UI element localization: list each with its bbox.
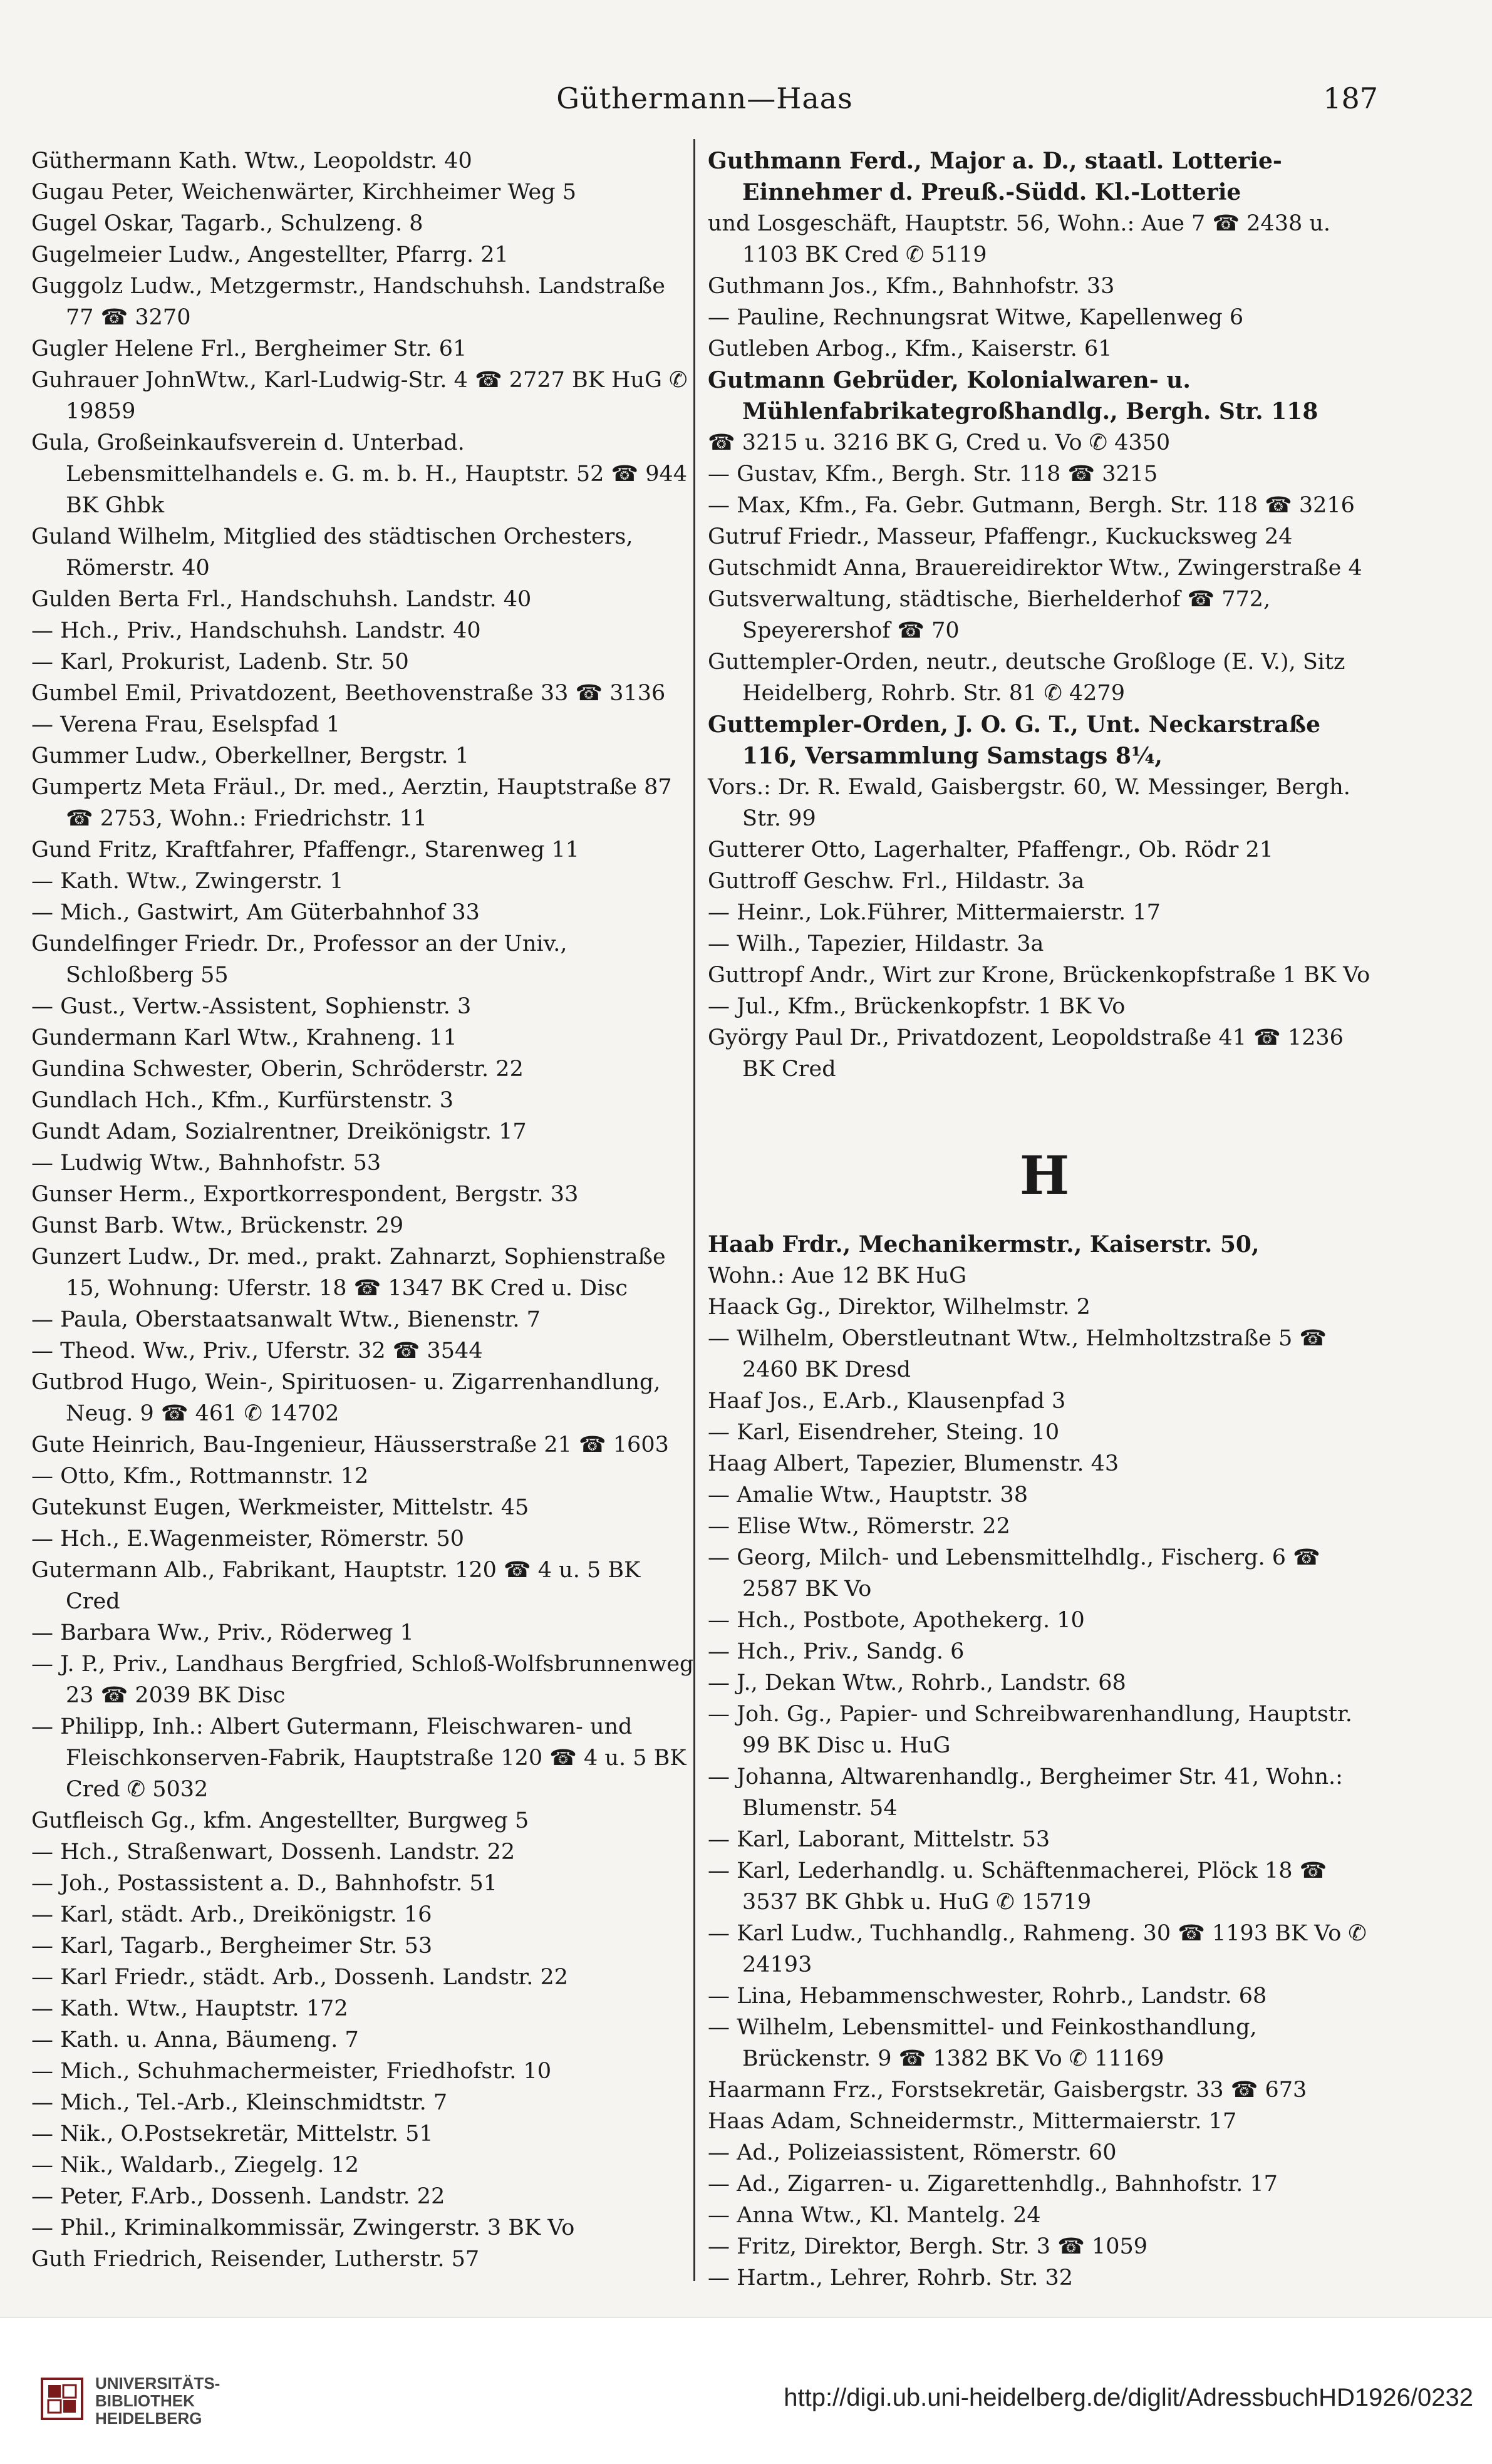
directory-entry: Guhrauer JohnWtw., Karl-Ludwig-Str. 4 ☎ 2727 BK HuG ✆ 19859 (31, 368, 688, 424)
directory-entry: Wohn.: Aue 12 BK HuG (708, 1263, 967, 1288)
directory-entry: — Karl, Tagarb., Bergheimer Str. 53 (31, 1933, 433, 1959)
library-name (95, 2374, 220, 2427)
directory-entry: — Karl Ludw., Tuchhandlg., Rahmeng. 30 ☎ 1193 BK Vo ✆ 24193 (708, 1921, 1367, 1977)
directory-entry: Gundt Adam, Sozialrentner, Dreikönigstr. 17 (31, 1119, 527, 1144)
directory-entry: — Barbara Ww., Priv., Röderweg 1 (31, 1620, 414, 1645)
directory-entry: — Hch., Postbote, Apothekerg. 10 (708, 1608, 1085, 1633)
right-entries-top (708, 145, 1381, 1085)
directory-entry: Gundelfinger Friedr. Dr., Professor an der Univ., Schloßberg 55 (31, 931, 567, 988)
directory-entry: — Karl, Prokurist, Ladenb. Str. 50 (31, 650, 409, 675)
directory-entry: — Wilhelm, Oberstleutnant Wtw., Helmholtzstraße 5 ☎ 2460 BK Dresd (708, 1326, 1327, 1382)
source-url-link[interactable]: http://digi.ub.uni-heidelberg.de/diglit/AdressbuchHD1926/0232 (784, 2384, 1473, 2411)
directory-entry: — Kath. Wtw., Zwingerstr. 1 (31, 869, 344, 894)
directory-entry: Gunser Herm., Exportkorrespondent, Bergstr. 33 (31, 1182, 579, 1207)
directory-entry: Gula, Großeinkaufsverein d. Unterbad. Lebensmittelhandels e. G. m. b. H., Hauptstr. 52 ☎ 944 BK Ghbk (31, 430, 688, 518)
directory-entry: Guttropf Andr., Wirt zur Krone, Brückenkopfstraße 1 BK Vo (708, 963, 1370, 988)
directory-entry: Gutruf Friedr., Masseur, Pfaffengr., Kuckucksweg 24 (708, 524, 1293, 549)
directory-entry: Haack Gg., Direktor, Wilhelmstr. 2 (708, 1295, 1091, 1320)
directory-entry: — Mich., Gastwirt, Am Güterbahnhof 33 (31, 900, 480, 925)
directory-entry: Gundermann Karl Wtw., Krahneng. 11 (31, 1025, 457, 1050)
directory-entry: — J., Dekan Wtw., Rohrb., Landstr. 68 (708, 1670, 1126, 1695)
directory-entry: — Kath. Wtw., Hauptstr. 172 (31, 1996, 348, 2021)
directory-entry: — Hch., E.Wagenmeister, Römerstr. 50 (31, 1526, 465, 1551)
directory-entry: — Wilh., Tapezier, Hildastr. 3a (708, 931, 1044, 956)
directory-entry: Gund Fritz, Kraftfahrer, Pfaffengr., Starenweg 11 (31, 837, 580, 862)
directory-entry: — Amalie Wtw., Hauptstr. 38 (708, 1483, 1028, 1508)
directory-entry: — Karl, Laborant, Mittelstr. 53 (708, 1827, 1050, 1852)
directory-entry: — Jul., Kfm., Brückenkopfstr. 1 BK Vo (708, 994, 1126, 1019)
directory-entry: — Georg, Milch- und Lebensmittelhdlg., Fischerg. 6 ☎ 2587 BK Vo (708, 1545, 1320, 1602)
directory-entry: — Paula, Oberstaatsanwalt Wtw., Bienenstr. 7 (31, 1307, 541, 1332)
section-letter: H (1019, 1144, 1070, 1206)
directory-entry: Güthermann Kath. Wtw., Leopoldstr. 40 (31, 148, 472, 173)
directory-entry: Guttroff Geschw. Frl., Hildastr. 3a (708, 869, 1085, 894)
directory-entry: Gutleben Arbog., Kfm., Kaiserstr. 61 (708, 336, 1112, 361)
directory-entry: Gumpertz Meta Fräul., Dr. med., Aerztin, Hauptstraße 87 ☎ 2753, Wohn.: Friedrichstr. 11 (31, 775, 672, 831)
directory-entry: — Mich., Schuhmachermeister, Friedhofstr. 10 (31, 2059, 552, 2084)
directory-entry: — Joh. Gg., Papier- und Schreibwarenhandlung, Hauptstr. 99 BK Disc u. HuG (708, 1702, 1352, 1758)
directory-entry: — Ad., Polizeiassistent, Römerstr. 60 (708, 2140, 1117, 2165)
directory-entry: — Max, Kfm., Fa. Gebr. Gutmann, Bergh. Str. 118 ☎ 3216 (708, 493, 1355, 518)
directory-entry: Vors.: Dr. R. Ewald, Gaisbergstr. 60, W. Messinger, Bergh. Str. 99 (708, 775, 1350, 831)
directory-entry: Gutfleisch Gg., kfm. Angestellter, Burgweg 5 (31, 1808, 529, 1833)
directory-entry: ☎ 3215 u. 3216 BK G, Cred u. Vo ✆ 4350 (708, 430, 1171, 455)
directory-entry: — Pauline, Rechnungsrat Witwe, Kapellenweg 6 (708, 305, 1244, 330)
library-name-line: BIBLIOTHEK (95, 2391, 195, 2410)
directory-entry: — Hartm., Lehrer, Rohrb. Str. 32 (708, 2265, 1074, 2291)
page-header (31, 81, 1378, 132)
library-name-line: UNIVERSITÄTS- (95, 2374, 220, 2393)
directory-entry: — Nik., O.Postsekretär, Mittelstr. 51 (31, 2121, 433, 2146)
directory-entry: Gutbrod Hugo, Wein-, Spirituosen- u. Zigarrenhandlung, Neug. 9 ☎ 461 ✆ 14702 (31, 1370, 661, 1426)
directory-entry: Guland Wilhelm, Mitglied des städtischen Orchesters, Römerstr. 40 (31, 524, 633, 581)
directory-entry: György Paul Dr., Privatdozent, Leopoldstraße 41 ☎ 1236 BK Cred (708, 1025, 1344, 1082)
directory-entry: Guth Friedrich, Reisender, Lutherstr. 57 (31, 2247, 480, 2272)
page-title: Güthermann—Haas (556, 81, 853, 115)
directory-entry: — Kath. u. Anna, Bäumeng. 7 (31, 2027, 359, 2052)
page-number: 187 (1323, 81, 1378, 115)
directory-entry: Gutekunst Eugen, Werkmeister, Mittelstr. 45 (31, 1495, 529, 1520)
directory-entry: — Elise Wtw., Römerstr. 22 (708, 1514, 1010, 1539)
directory-entry: Gutmann Gebrüder, Kolonialwaren- u. Mühlenfabrikategroßhandlg., Bergh. Str. 118 (708, 367, 1318, 425)
left-column (31, 145, 695, 2275)
directory-entry: — Verena Frau, Eselspfad 1 (31, 712, 340, 737)
directory-entry: Gutsverwaltung, städtische, Bierhelderhof ☎ 772, Speyerershof ☎ 70 (708, 587, 1271, 643)
directory-entry: — Peter, F.Arb., Dossenh. Landstr. 22 (31, 2184, 445, 2209)
library-logo-icon (41, 2378, 83, 2420)
directory-entry: — Karl, Eisendreher, Steing. 10 (708, 1420, 1060, 1445)
directory-entry: Gunzert Ludw., Dr. med., prakt. Zahnarzt, Sophienstraße 15, Wohnung: Uferstr. 18 ☎ 1347 BK Cred u. Disc (31, 1245, 666, 1301)
directory-entry: Gugau Peter, Weichenwärter, Kirchheimer Weg 5 (31, 180, 576, 205)
directory-entry: — Theod. Ww., Priv., Uferstr. 32 ☎ 3544 (31, 1338, 483, 1364)
directory-entry: Gugler Helene Frl., Bergheimer Str. 61 (31, 336, 467, 361)
directory-entry: Guthmann Ferd., Major a. D., staatl. Lotterie-Einnehmer d. Preuß.-Südd. Kl.-Lotterie (708, 148, 1282, 205)
directory-entry: — Heinr., Lok.Führer, Mittermaierstr. 17 (708, 900, 1161, 925)
directory-entry: Guggolz Ludw., Metzgermstr., Handschuhsh. Landstraße 77 ☎ 3270 (31, 274, 665, 330)
directory-entry: Haaf Jos., E.Arb., Klausenpfad 3 (708, 1389, 1066, 1414)
directory-entry: Gumbel Emil, Privatdozent, Beethovenstraße 33 ☎ 3136 (31, 681, 666, 706)
directory-entry: Gugelmeier Ludw., Angestellter, Pfarrg. 21 (31, 242, 509, 267)
directory-entry: Haag Albert, Tapezier, Blumenstr. 43 (708, 1451, 1119, 1476)
directory-entry: — Wilhelm, Lebensmittel- und Feinkosthandlung, Brückenstr. 9 ☎ 1382 BK Vo ✆ 11169 (708, 2015, 1257, 2071)
directory-entry: Gutterer Otto, Lagerhalter, Pfaffengr., Ob. Rödr 21 (708, 837, 1273, 862)
directory-entry: — Hch., Priv., Handschuhsh. Landstr. 40 (31, 618, 481, 643)
right-entries-bottom (708, 1229, 1381, 2294)
directory-entry: — Joh., Postassistent a. D., Bahnhofstr. 51 (31, 1871, 498, 1896)
directory-entry: — Fritz, Direktor, Bergh. Str. 3 ☎ 1059 (708, 2234, 1147, 2259)
directory-entry: — Otto, Kfm., Rottmannstr. 12 (31, 1464, 369, 1489)
directory-entry: — J. P., Priv., Landhaus Bergfried, Schloß-Wolfsbrunnenweg 23 ☎ 2039 BK Disc (31, 1652, 694, 1708)
directory-entry: — Karl, Lederhandlg. u. Schäftenmacherei, Plöck 18 ☎ 3537 BK Ghbk u. HuG ✆ 15719 (708, 1858, 1327, 1915)
directory-entry: Gutermann Alb., Fabrikant, Hauptstr. 120 ☎ 4 u. 5 BK Cred (31, 1558, 641, 1614)
directory-entry: — Phil., Kriminalkommissär, Zwingerstr. 3 BK Vo (31, 2215, 575, 2240)
right-column (708, 145, 1381, 2294)
directory-entry: — Ludwig Wtw., Bahnhofstr. 53 (31, 1151, 381, 1176)
directory-entry: — Karl, städt. Arb., Dreikönigstr. 16 (31, 1902, 432, 1927)
directory-entry: — Mich., Tel.-Arb., Kleinschmidtstr. 7 (31, 2090, 448, 2115)
directory-entry: — Karl Friedr., städt. Arb., Dossenh. Landstr. 22 (31, 1965, 569, 1990)
footer-bar (0, 2317, 1492, 2464)
directory-entry: Gunst Barb. Wtw., Brückenstr. 29 (31, 1213, 404, 1238)
directory-entry: Haas Adam, Schneidermstr., Mittermaierstr. 17 (708, 2109, 1237, 2134)
directory-entry: Gundlach Hch., Kfm., Kurfürstenstr. 3 (31, 1088, 454, 1113)
directory-entry: — Gust., Vertw.-Assistent, Sophienstr. 3 (31, 994, 472, 1019)
directory-entry: — Ad., Zigarren- u. Zigarettenhdlg., Bahnhofstr. 17 (708, 2172, 1278, 2197)
directory-entry: — Johanna, Altwarenhandlg., Bergheimer Str. 41, Wohn.: Blumenstr. 54 (708, 1764, 1343, 1821)
directory-entry: Gummer Ludw., Oberkellner, Bergstr. 1 (31, 743, 470, 769)
directory-entry: Gulden Berta Frl., Handschuhsh. Landstr. 40 (31, 587, 532, 612)
directory-entry: — Hch., Straßenwart, Dossenh. Landstr. 22 (31, 1840, 515, 1865)
directory-entry: Haarmann Frz., Forstsekretär, Gaisbergstr. 33 ☎ 673 (708, 2078, 1307, 2103)
library-name-line: HEIDELBERG (95, 2409, 202, 2428)
directory-entry: Gugel Oskar, Tagarb., Schulzeng. 8 (31, 211, 423, 236)
directory-entry: — Nik., Waldarb., Ziegelg. 12 (31, 2153, 360, 2178)
directory-entry: Guthmann Jos., Kfm., Bahnhofstr. 33 (708, 274, 1115, 299)
directory-entry: Guttempler-Orden, neutr., deutsche Großloge (E. V.), Sitz Heidelberg, Rohrb. Str. 81 ✆ 4279 (708, 650, 1345, 706)
directory-entry: — Hch., Priv., Sandg. 6 (708, 1639, 965, 1664)
directory-entry: — Philipp, Inh.: Albert Gutermann, Fleischwaren- und Fleischkonserven-Fabrik, Hauptstraße 120 ☎ 4 u. 5 BK Cred ✆ 5032 (31, 1714, 686, 1802)
directory-entry: Guttempler-Orden, J. O. G. T., Unt. Neckarstraße 116, Versammlung Samstags 8¼, (708, 712, 1321, 769)
directory-entry: und Losgeschäft, Hauptstr. 56, Wohn.: Aue 7 ☎ 2438 u. 1103 BK Cred ✆ 5119 (708, 211, 1331, 267)
directory-entry: Haab Frdr., Mechanikermstr., Kaiserstr. 50, (708, 1231, 1260, 1258)
directory-entry: — Gustav, Kfm., Bergh. Str. 118 ☎ 3215 (708, 462, 1158, 487)
directory-entry: — Lina, Hebammenschwester, Rohrb., Landstr. 68 (708, 1984, 1267, 2009)
directory-entry: Gutschmidt Anna, Brauereidirektor Wtw., Zwingerstraße 4 (708, 556, 1362, 581)
directory-entry: — Anna Wtw., Kl. Mantelg. 24 (708, 2203, 1041, 2228)
directory-entry: Gundina Schwester, Oberin, Schröderstr. 22 (31, 1057, 524, 1082)
directory-entry: Gute Heinrich, Bau-Ingenieur, Häusserstraße 21 ☎ 1603 (31, 1432, 669, 1457)
